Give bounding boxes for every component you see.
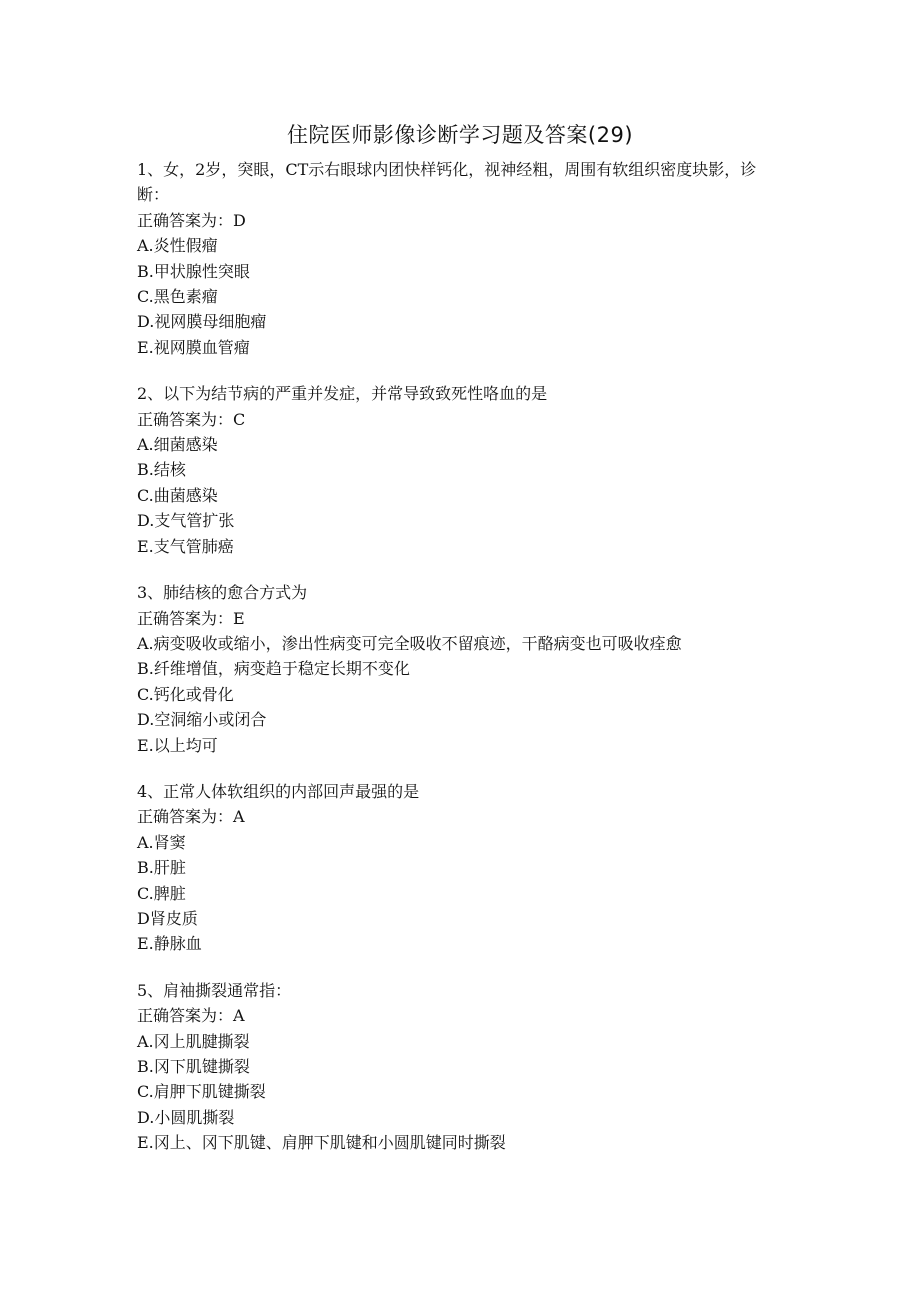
- question-stem: 4、正常人体软组织的内部回声最强的是: [137, 781, 420, 801]
- correct-answer: 正确答案为：D: [137, 210, 246, 230]
- question-4: [137, 779, 787, 957]
- option-c: C.黑色素瘤: [137, 287, 218, 307]
- question-1: [137, 157, 787, 360]
- option-e: E.静脉血: [137, 934, 202, 954]
- correct-answer: 正确答案为：A: [137, 807, 245, 827]
- option-b: B.甲状腺性突眼: [137, 261, 250, 281]
- question-list: [137, 157, 787, 1177]
- question-stem: 2、以下为结节病的严重并发症，并常导致致死性咯血的是: [137, 384, 548, 404]
- option-b: B.冈下肌键撕裂: [137, 1057, 250, 1076]
- correct-answer: 正确答案为：C: [137, 409, 246, 429]
- option-a: A.细菌感染: [137, 435, 218, 455]
- question-5: [137, 978, 787, 1156]
- option-e: E.冈上、冈下肌键、肩胛下肌键和小圆肌键同时撕裂: [137, 1133, 506, 1153]
- question-2: [137, 381, 787, 559]
- option-e: E.视网膜血管瘤: [137, 337, 250, 357]
- option-c: C.脾脏: [137, 883, 186, 903]
- question-stem: 1、女，2岁，突眼，CT示右眼球内团快样钙化，视神经粗，周围有软组织密度块影，诊断：: [137, 160, 757, 205]
- option-d: D.视网膜母细胞瘤: [137, 312, 267, 332]
- option-a: A.炎性假瘤: [137, 236, 218, 256]
- option-e: E.以上均可: [137, 735, 218, 755]
- question-3: [137, 580, 787, 758]
- option-d: D.空洞缩小或闭合: [137, 710, 267, 730]
- correct-answer: 正确答案为：E: [137, 608, 245, 628]
- option-c: C.钙化或骨化: [137, 684, 234, 704]
- option-a: A.病变吸收或缩小，渗出性病变可完全吸收不留痕迹，干酪病变也可吸收痊愈: [137, 633, 682, 653]
- option-b: B.肝脏: [137, 858, 186, 878]
- option-d: D.小圆肌撕裂: [137, 1107, 235, 1127]
- option-d: D.支气管扩张: [137, 511, 235, 531]
- document-title: 住院医师影像诊断学习题及答案(29): [286, 123, 634, 147]
- option-e: E.支气管肺癌: [137, 536, 234, 556]
- option-c: C.曲菌感染: [137, 485, 218, 505]
- question-stem: 3、肺结核的愈合方式为: [137, 583, 308, 603]
- option-a: A.冈上肌腱撕裂: [137, 1031, 250, 1051]
- option-b: B.结核: [137, 460, 186, 480]
- option-c: C.肩胛下肌键撕裂: [137, 1082, 266, 1102]
- question-stem: 5、肩袖撕裂通常指：: [137, 980, 292, 1000]
- option-d: D肾皮质: [137, 908, 198, 928]
- correct-answer: 正确答案为：A: [137, 1006, 245, 1026]
- option-a: A.肾窦: [137, 832, 186, 852]
- option-b: B.纤维增值，病变趋于稳定长期不变化: [137, 659, 410, 679]
